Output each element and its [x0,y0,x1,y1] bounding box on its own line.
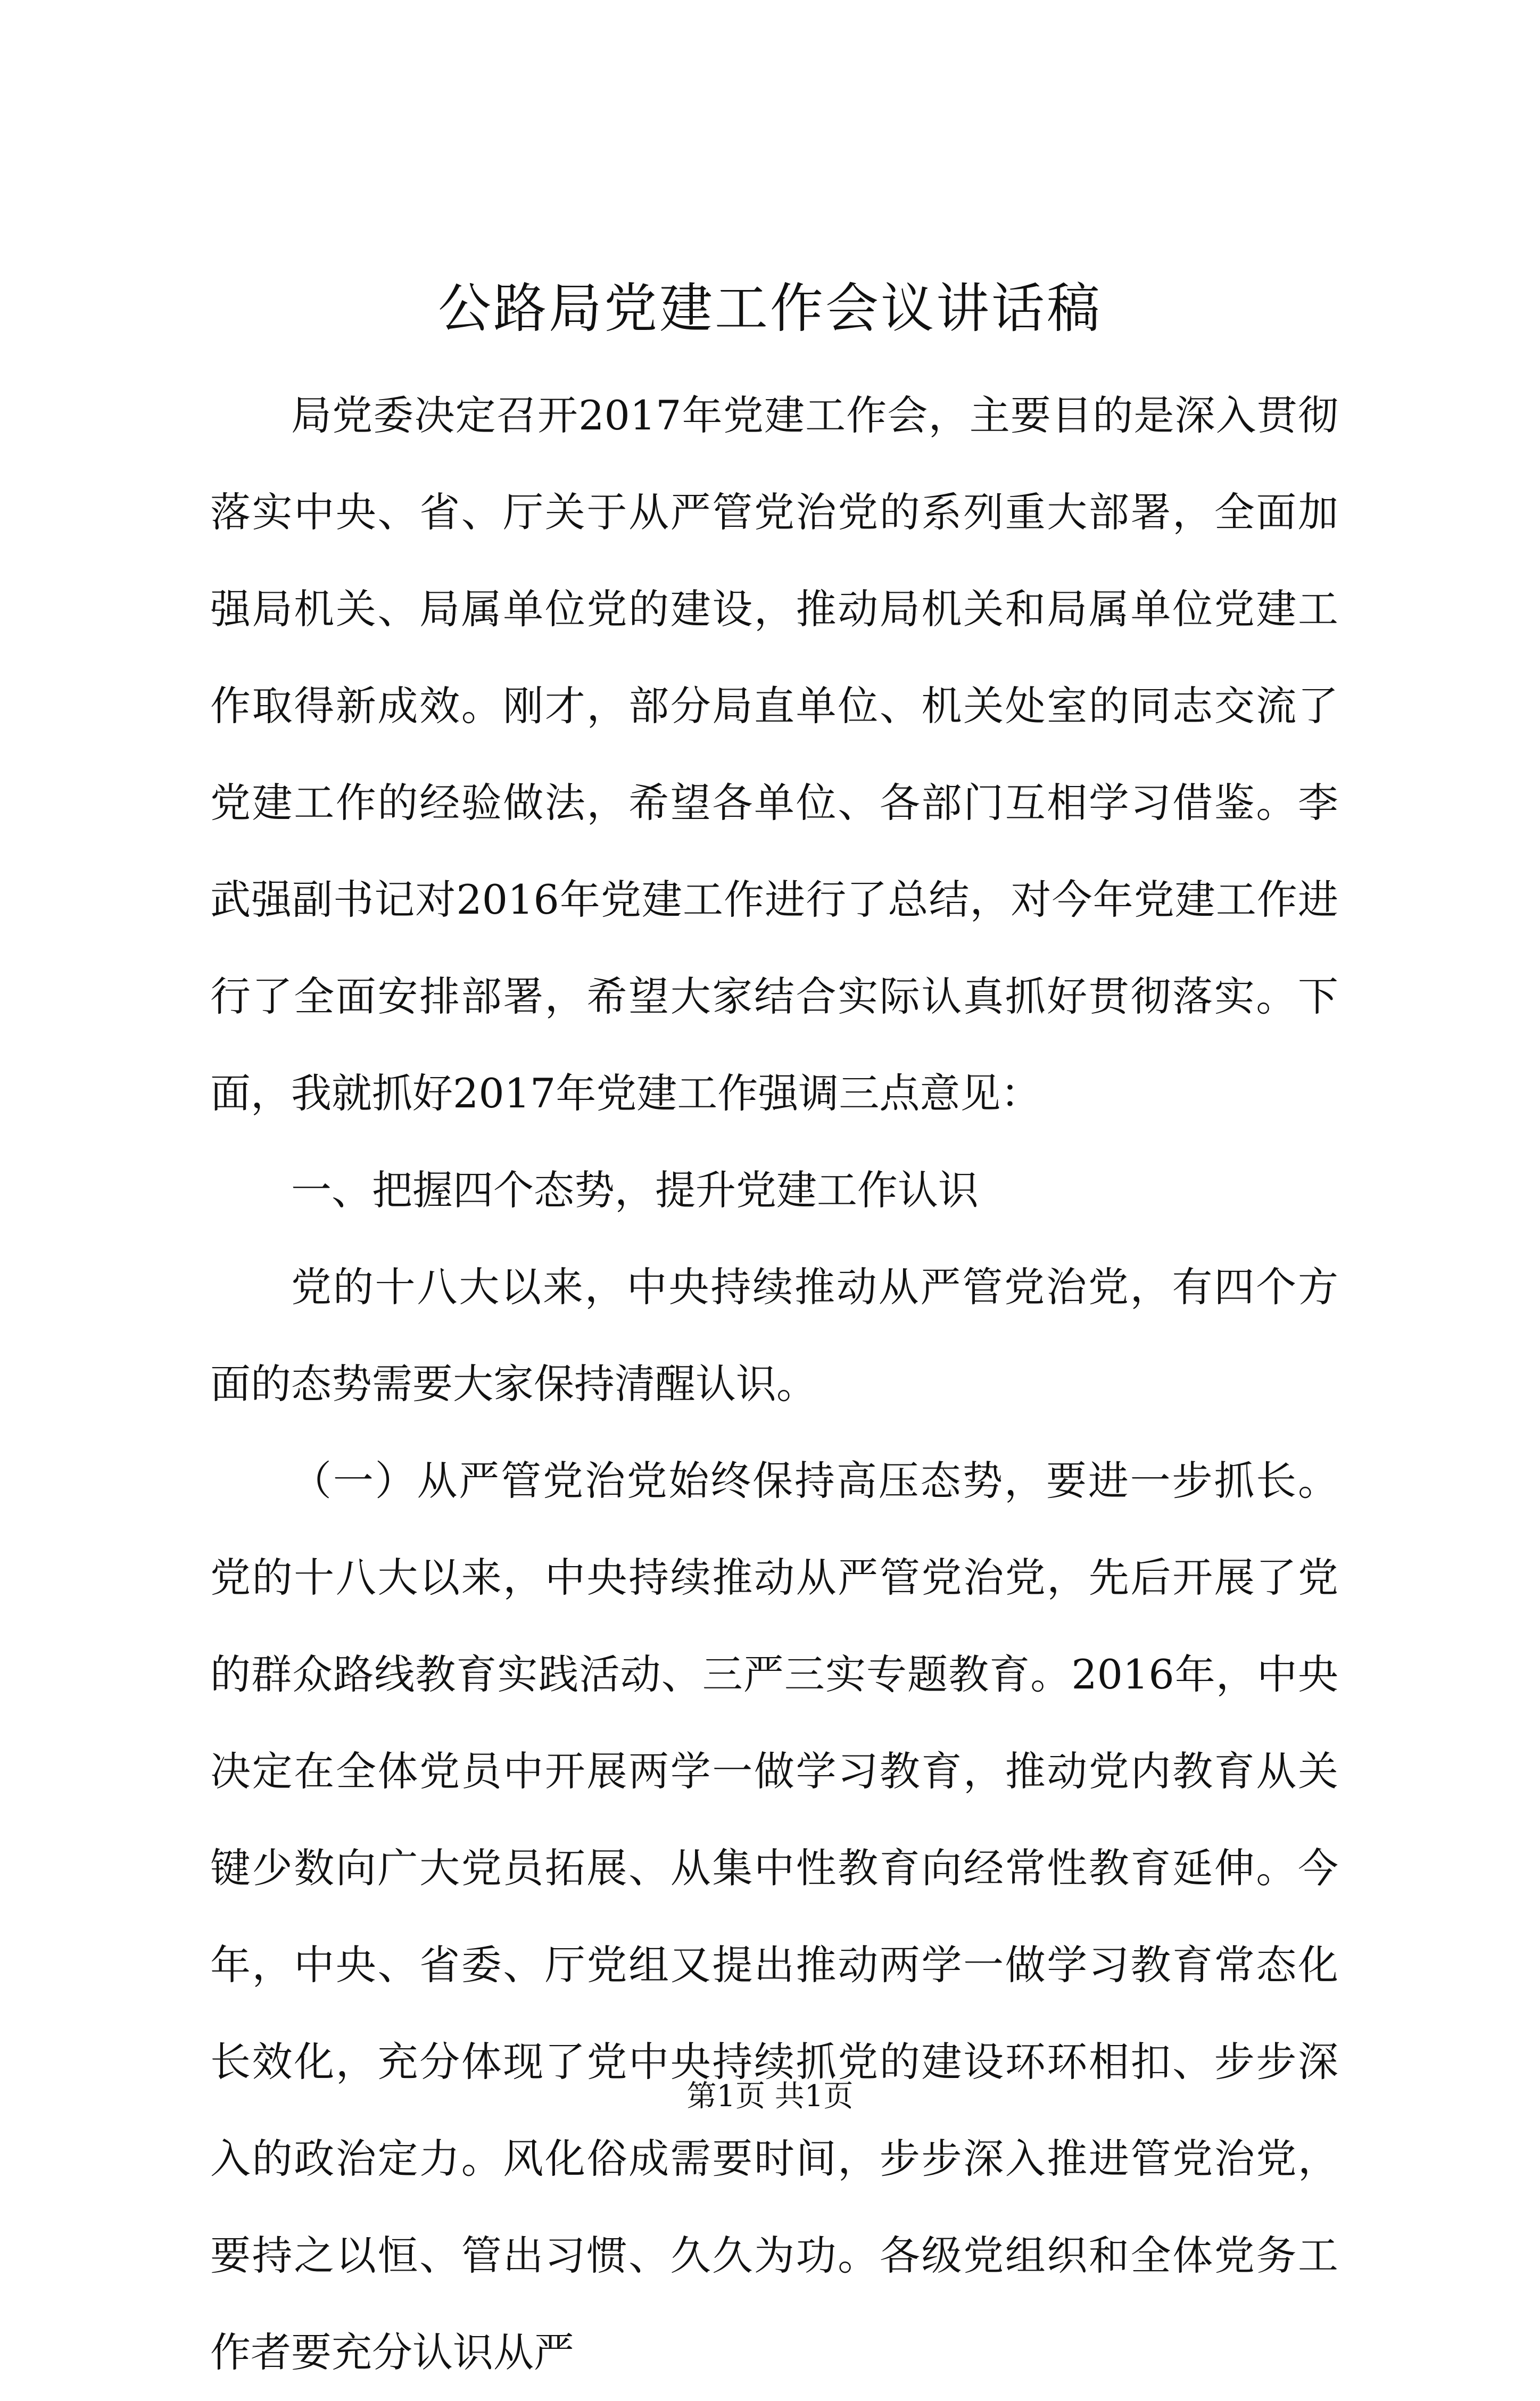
paragraph-subsection-1: （一）从严管党治党始终保持高压态势，要进一步抓长。党的十八大以来，中央持续推动从严管党治党，先后开展了党的群众路线教育实践活动、三严三实专题教育。2016年，中央决定在全体党员中开展两学一做学习教育，推动党内教育从关键少数向广大党员拓展、从集中性教育向经常性教育延伸。今年，中央、省委、厅党组又提出推动两学一做学习教育常态化长效化，充分体现了党中央持续抓党的建设环环相扣、步步深入的政治定力。风化俗成需要时间，步步深入推进管党治党，要持之以恒、管出习惯、久久为功。各级党组织和全体党务工作者要充分认识从严 [210,1457,1338,2376]
section-heading-1: 一、把握四个态势，提升党建工作认识 [291,1166,979,1214]
page-footer: 第1页 共1页 [686,2079,854,2114]
paragraph-section-1-intro: 党的十八大以来，中央持续推动从严管党治党，有四个方面的态势需要大家保持清醒认识。 [210,1263,1338,1408]
document-title: 公路局党建工作会议讲话稿 [438,277,1102,340]
paragraph-intro: 局党委决定召开2017年党建工作会，主要目的是深入贯彻落实中央、省、厅关于从严管党治党的系列重大部署，全面加强局机关、局属单位党的建设，推动局机关和局属单位党建工作取得新成效。刚才，部分局直单位、机关处室的同志交流了党建工作的经验做法，希望各单位、各部门互相学习借鉴。李武强副书记对2016年党建工作进行了总结，对今年党建工作进行了全面安排部署，希望大家结合实际认真抓好贯彻落实。下面，我就抓好2017年党建工作强调三点意见： [210,392,1338,1117]
